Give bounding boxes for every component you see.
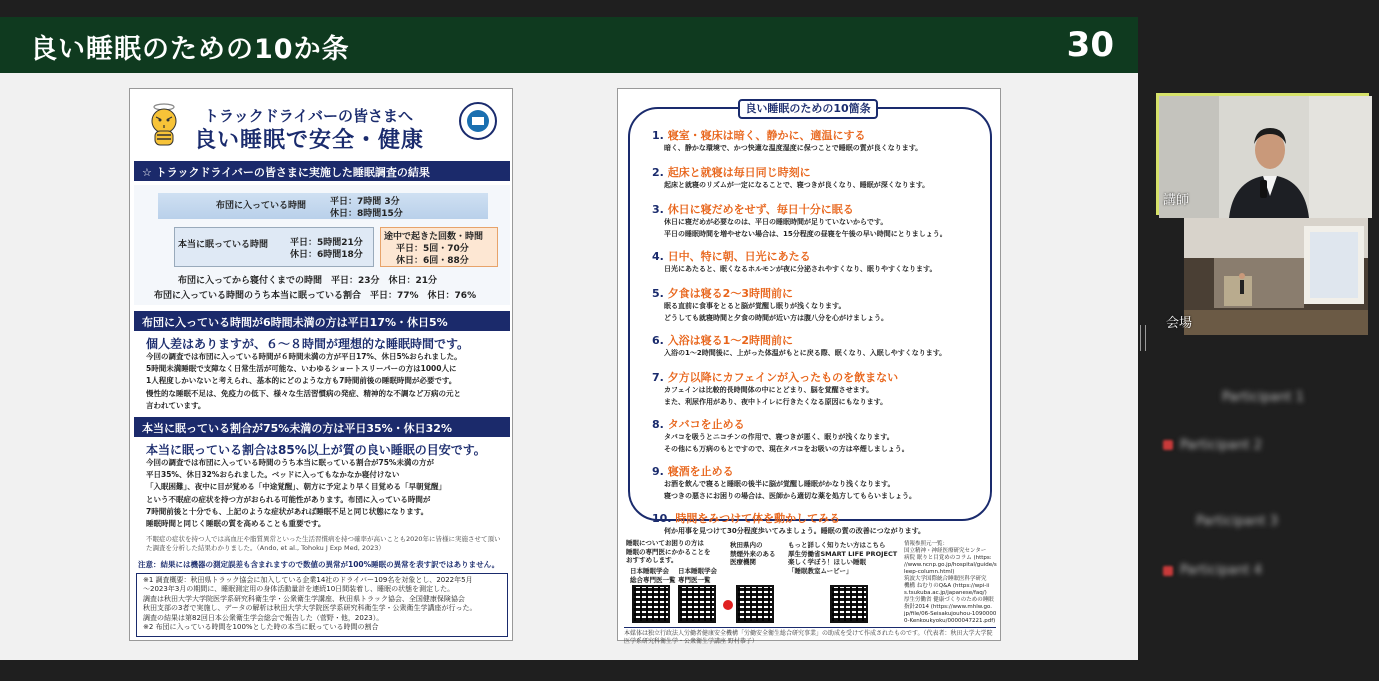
tip-description: タバコを吸うとニコチンの作用で、寝つきが悪く、眠りが浅くなります。	[664, 433, 894, 441]
info-line: 機構 ねむりのQ&A (https://wpi-ii	[904, 583, 990, 589]
tiger-mascot-icon	[144, 99, 184, 147]
survey-results-bar: ☆ トラックドライバーの皆さまに実施した睡眠調査の結果	[134, 161, 510, 181]
info-line: 「睡眠教室ムービー」	[788, 566, 853, 575]
tip-text: タバコを止める	[667, 418, 745, 431]
caution-note: 注意：結果には機器の測定誤差も含まれますので数値の異常が100%睡眠の異常を表す訳ではありません。	[138, 560, 500, 569]
info-line: 楽しく学ぼう！ほしい睡眠	[788, 558, 866, 566]
info-line: 専門医一覧	[678, 575, 711, 584]
body-line: 7時間前後と十分でも、上記のような症状があれば睡眠不足と同じ状態になります。	[146, 506, 429, 516]
tip-description: どうしても就寝時間と夕食の時間が近い方は腹八分を心がけましょう。	[664, 314, 888, 322]
info-line: もっと詳しく知りたい方はこちら	[788, 541, 886, 549]
tip-description: その他にも万病のもとですので、現在タバコをお吸いの方は卒煙しましょう。	[664, 445, 909, 453]
venue-label: 会場	[1166, 316, 1193, 331]
tip-heading	[652, 369, 898, 385]
lecturer-video-icon	[1159, 96, 1372, 218]
info-line: 睡眠についてお困りの方は	[626, 539, 704, 547]
tip-description: 寝つきの悪さにお困りの場合は、医師から適切な薬を処方してもらいましょう。	[664, 492, 916, 500]
survey-diagram	[134, 185, 510, 305]
tip-number: 10.	[652, 512, 672, 525]
tip-number: 2.	[652, 166, 664, 179]
in-bed-holiday: 休日：8時間15分	[330, 209, 403, 219]
participant-name[interactable]: Participant 2	[1180, 438, 1262, 453]
footnote-line: ※2 布団に入っている時間を100%とした時の本当に眠っている時間の割合	[143, 623, 379, 632]
info-line: 睡眠の専門医にかかることを	[626, 547, 711, 556]
tip-description: カフェインは比較的長時間体の中にとどまり、脳を覚醒させます。	[664, 386, 874, 394]
flyer-right	[617, 88, 1001, 645]
tip-number: 7.	[652, 371, 664, 384]
slide-title: 良い睡眠のための10か条	[30, 34, 350, 65]
body-line: 睡眠時間と同じく睡眠の質を高めることも重要です。	[146, 519, 326, 529]
info-line: 0-Kenkoukyoku/0000047221.pdf)	[904, 618, 996, 624]
tip-text: 起床と就寝は毎日同じ時刻に	[667, 166, 811, 179]
sleep-ratio: 布団に入っている時間のうち本当に眠っている割合 平日：77% 休日：76%	[154, 291, 477, 301]
in-bed-box	[158, 193, 488, 219]
body-line: という不眠症の症状を持つ方がおられる可能性があります。布団に入っている時間が	[146, 494, 431, 504]
tip-description: 起床と就寝のリズムが一定になることで、寝つきが良くなり、睡眠が深くなります。	[664, 181, 930, 189]
panel-resize-handle[interactable]	[1140, 325, 1146, 351]
flyer-heading-main: 良い睡眠で安全・健康	[194, 128, 425, 153]
body-line: 今回の調査では布団に入っている時間のうち本当に眠っている割合が75%未満の方が	[146, 458, 434, 467]
in-bed-label: 布団に入っている時間	[216, 201, 307, 211]
body-line: 言われています。	[146, 400, 206, 410]
tip-description: 暗く、静かな環境で、かつ快適な温度湿度に保つことで睡眠の質が良くなります。	[664, 144, 923, 152]
tip-description: 休日に寝だめが必要なのは、平日の睡眠時間が足りていないからです。	[664, 218, 888, 226]
tip-heading	[652, 127, 865, 143]
sleep-quality-heading: 本当に眠っている割合は85%以上が質の良い睡眠の目安です。	[146, 443, 486, 457]
info-line: 総合専門医一覧	[630, 575, 676, 584]
wake-label: 途中で起きた回数・時間	[384, 232, 484, 242]
body-line: 5時間未満睡眠で支障なく日常生活が可能な、いわゆるショートスリーパーの方は1000人に	[146, 364, 457, 374]
body-line: 1人程度しかいないと考えられ、基本的にどのような方も7時間前後の睡眠時間が必要です。	[146, 376, 457, 386]
info-line: 日本睡眠学会	[678, 567, 717, 575]
ideal-sleep-body	[146, 351, 502, 412]
footnote-line: 調査は秋田大学大学院医学系研究科衛生学・公衆衛生学講座、秋田県トラック協会、全国健康保険協会	[143, 594, 465, 603]
tip-number: 5.	[652, 287, 664, 300]
tip-number: 1.	[652, 129, 664, 142]
tip-text: 夕食は寝る2～3時間前に	[667, 287, 793, 300]
body-line: 平日35%、休日32%おられました。ベッドに入ってもなかなか寝付けない	[146, 470, 400, 480]
ideal-sleep-heading: 個人差はありますが、６～８時間が理想的な睡眠時間です。	[146, 337, 470, 351]
participant-name[interactable]: Participant 1	[1222, 390, 1304, 405]
tip-description: また、利尿作用があり、夜中トイレに行きたくなる原因にもなります。	[664, 398, 888, 406]
sleep-ratio-bar: 本当に眠っている割合が75%未満の方は平日35%・休日32%	[134, 417, 510, 437]
info-line: 筑波大学国際統合睡眠医科学研究	[904, 576, 987, 582]
info-line: 秋田県内の	[730, 541, 763, 549]
tip-heading	[652, 201, 854, 217]
participant-name[interactable]: Participant 4	[1180, 563, 1262, 578]
tip-heading	[652, 510, 840, 526]
asleep-label: 本当に眠っている時間	[178, 240, 269, 250]
info-line: 病院 眠りと目覚めのコラム (https:	[904, 555, 992, 561]
info-line: s.tsukuba.ac.jp/japanese/faq/)	[904, 590, 987, 596]
short-sleep-bar: 布団に入っている時間が6時間未満の方は平日17%・休日5%	[134, 311, 510, 331]
video-tile-venue[interactable]	[1166, 218, 1368, 335]
body-line: 「入眠困難」、夜中に目が覚める「中途覚醒」、朝方に予定より早く目覚める「早朝覚醒」	[146, 482, 446, 492]
info-line: 医療機関	[730, 558, 756, 566]
tip-heading	[652, 463, 734, 479]
smoking-clinic-info	[730, 541, 776, 567]
info-line: jp/file/06-Seisakujouhou-1090000	[904, 611, 997, 617]
info-line: 厚生労働省SMART LIFE PROJECT	[788, 549, 898, 558]
in-bed-weekday: 平日：7時間 3分	[330, 197, 400, 207]
tip-text: 時間をみつけて体を動かしてみる	[675, 512, 841, 525]
slide-header	[0, 17, 1138, 73]
tip-text: 入浴は寝る1～2時間前に	[667, 334, 793, 347]
tip-text: 寝室・寝床は暗く、静かに、適温にする	[667, 129, 866, 142]
sleep-quality-body	[146, 457, 502, 530]
info-line: 禁煙外来のある	[730, 549, 776, 558]
info-line: //www.ncnp.go.jp/hospital/guide/s	[904, 562, 997, 568]
sleep-latency: 布団に入ってから寝付くまでの時間 平日：23分 休日：21分	[178, 276, 438, 286]
flyer-left	[129, 88, 513, 641]
tip-description: 眠る直前に食事をとると脳が覚醒し眠りが浅くなります。	[664, 302, 846, 310]
laser-pointer	[723, 600, 733, 610]
tip-number: 9.	[652, 465, 664, 478]
tip-description: 入浴の1～2時間後に、上がった体温がもとに戻る際、眠くなり、入眠しやすくなります。	[664, 349, 947, 357]
tip-number: 6.	[652, 334, 664, 347]
info-line: 国立精神・神経医療研究センター	[904, 548, 987, 554]
smart-life-info	[788, 541, 897, 575]
tip-number: 4.	[652, 250, 664, 263]
society-list-label-2	[678, 567, 717, 584]
tip-text: 休日に寝だめをせず、毎日十分に眠る	[667, 203, 854, 216]
info-line: おすすめします。	[626, 556, 678, 564]
venue-video-icon	[1184, 218, 1368, 335]
tip-description: 日光にあたると、眠くなるホルモンが夜に分泌されやすくなり、眠りやすくなります。	[664, 265, 937, 273]
sleep-specialist-info	[626, 539, 711, 565]
footnote-line: ～2023年3月の期間に、睡眠測定用の身体活動量計を連続10日間装着し、睡眠の状態を測定した。	[143, 585, 455, 594]
wake-weekday: 平日：5回・70分	[396, 244, 469, 254]
society-list-label-1	[630, 567, 676, 584]
mic-off-icon	[1163, 566, 1173, 576]
video-tile-lecturer[interactable]	[1156, 93, 1369, 215]
tip-description: 何か用事を見つけて30分程度歩いてみましょう。睡眠の質の改善につながります。	[664, 527, 926, 535]
references-info	[904, 541, 997, 625]
shared-slide	[0, 17, 1138, 660]
tip-text: 寝酒を止める	[667, 465, 734, 478]
tip-description: 平日の睡眠時間を増やせない場合は、15分程度の昼寝を午後の早い時間にとりましょう。	[664, 230, 947, 238]
asleep-holiday: 休日：6時間18分	[290, 250, 363, 260]
tip-text: 日中、特に朝、日光にあたる	[667, 250, 811, 263]
qr-code-icon[interactable]	[736, 585, 774, 623]
footnote-line: ※1 調査概要：秋田県トラック協会に加入している企業14社のドライバー109名を対象とし、2022年5月	[143, 576, 473, 584]
footnote-box	[136, 573, 508, 637]
tip-text: 夕方以降にカフェインが入ったものを飲まない	[667, 371, 899, 384]
tip-description: お酒を飲んで寝ると睡眠の後半に脳が覚醒し睡眠がかなり浅くなります。	[664, 480, 895, 488]
wake-holiday: 休日：6回・88分	[396, 256, 469, 266]
body-line: 慢性的な睡眠不足は、免疫力の低下、様々な生活習慣病の発症、精神的な不調など万病の元と	[146, 388, 461, 398]
mic-off-icon	[1163, 440, 1173, 450]
tips-title: 良い睡眠のための10箇条	[738, 99, 878, 119]
slide-number: 30	[1066, 25, 1114, 65]
tip-number: 8.	[652, 418, 664, 431]
qr-code-icon[interactable]	[678, 585, 716, 623]
lecturer-label: 講師	[1163, 193, 1190, 208]
info-line: 日本睡眠学会	[630, 567, 669, 575]
tip-heading	[652, 416, 745, 432]
footnote-line: 調査の結果は第82回日本公衆衛生学会総会で報告した（菅野・他，2023）。	[143, 613, 384, 622]
info-line: 情報参照元一覧：	[904, 541, 949, 547]
participant-name[interactable]: Participant 3	[1196, 514, 1278, 529]
tip-number: 3.	[652, 203, 664, 216]
tip-heading	[652, 248, 811, 264]
info-line: 指針2014 (https://www.mhlw.go.	[904, 604, 992, 610]
tip-heading	[652, 285, 793, 301]
insomnia-note: 不眠症の症状を持つ人では高血圧や脂質異常といった生活習慣病を持つ確率が高いことも2020年に皆様に実施させて頂いた調査を分析した結果わかりました。（Ando, et al., Tohoku J Exp Med, 2023）	[146, 535, 501, 552]
tip-heading	[652, 332, 793, 348]
info-line: leep-column.html)	[904, 569, 955, 575]
tip-heading	[652, 164, 811, 180]
info-line: 厚生労働省 健康づくりのための睡眠	[904, 597, 994, 603]
asleep-weekday: 平日：5時間21分	[290, 238, 363, 248]
flyer-heading-sub: トラックドライバーの皆さまへ	[204, 107, 413, 125]
body-line: 今回の調査では布団に入っている時間が６時間未満の方が平日17%、休日5%おられました。	[146, 352, 462, 361]
university-emblem-icon	[458, 101, 498, 141]
qr-code-icon[interactable]	[830, 585, 868, 623]
footnote-line: 秋田支部の3者で実施し、データの解析は秋田大学大学院医学系研究科衛生学・公衆衛生学講座が行った。	[143, 604, 477, 613]
funding-credit: 本媒体は独立行政法人労働者健康安全機構「労働安全衛生総合研究事業」の助成を受けて作成されたものです。（代表者：秋田大学大学院医学系研究科衛生学・公衆衛生学講座 野村恭子）	[624, 627, 996, 645]
qr-code-icon[interactable]	[632, 585, 670, 623]
